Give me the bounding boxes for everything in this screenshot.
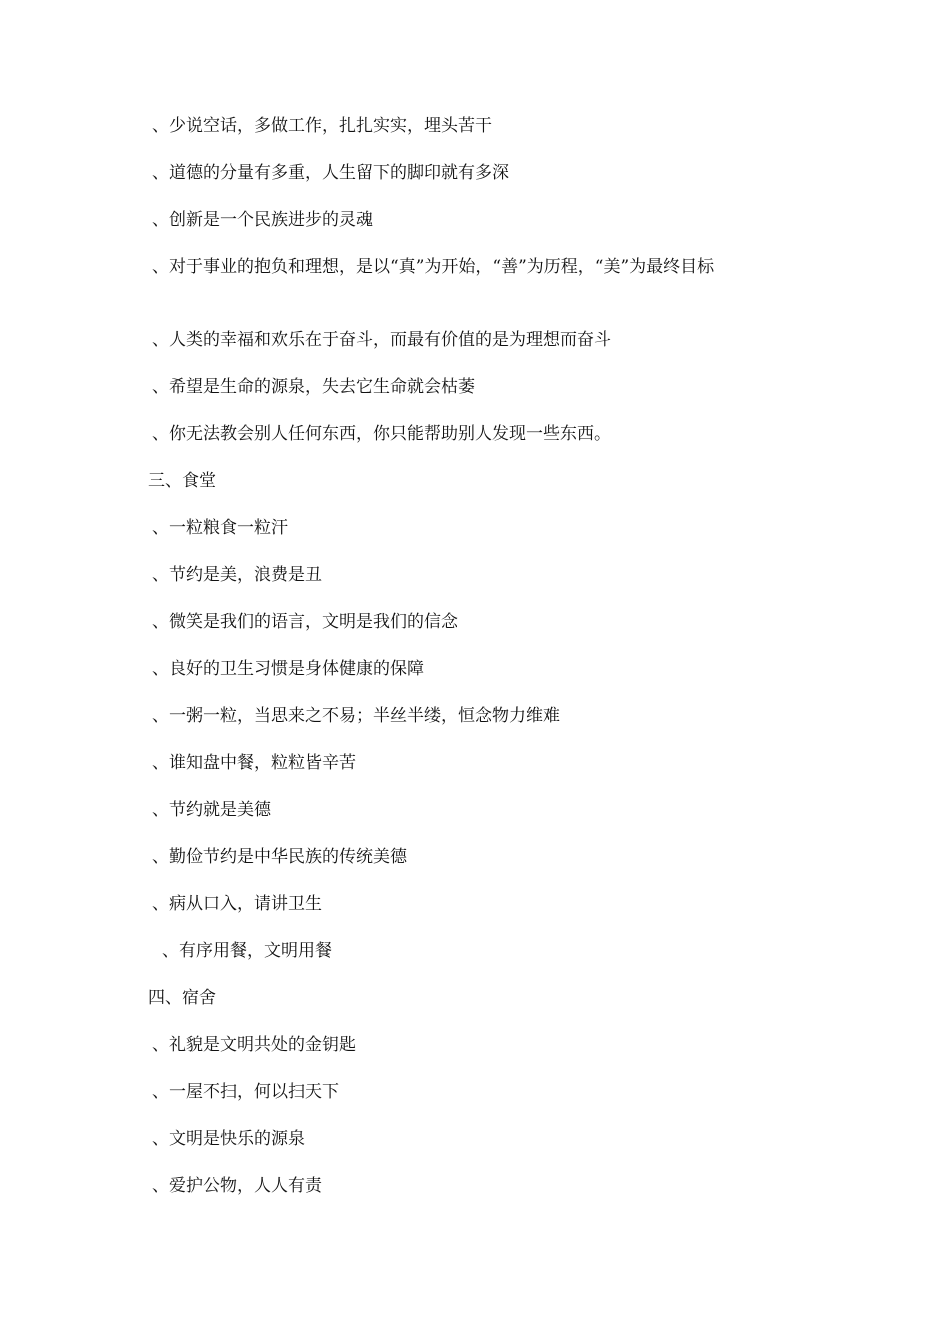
slogan-line: 、一粥一粒，当思来之不易；半丝半缕，恒念物力维难 [152, 706, 560, 726]
slogan-line: 、病从口入，请讲卫生 [152, 894, 322, 914]
slogan-line: 、良好的卫生习惯是身体健康的保障 [152, 659, 424, 679]
section-heading-canteen: 三、食堂 [148, 471, 216, 491]
slogan-line: 、有序用餐，文明用餐 [162, 941, 332, 961]
slogan-line: 、勤俭节约是中华民族的传统美德 [152, 847, 407, 867]
slogan-line: 、爱护公物，人人有责 [152, 1176, 322, 1196]
slogan-line: 、一粒粮食一粒汗 [152, 518, 288, 538]
slogan-line: 、文明是快乐的源泉 [152, 1129, 305, 1149]
slogan-line: 、一屋不扫，何以扫天下 [152, 1082, 339, 1102]
slogan-line: 、希望是生命的源泉，失去它生命就会枯萎 [152, 377, 475, 397]
slogan-line: 、少说空话，多做工作，扎扎实实，埋头苦干 [152, 116, 492, 136]
section-heading-dormitory: 四、宿舍 [148, 988, 216, 1008]
slogan-line: 、人类的幸福和欢乐在于奋斗，而最有价值的是为理想而奋斗 [152, 330, 611, 350]
slogan-line: 、节约就是美德 [152, 800, 271, 820]
slogan-line: 、对于事业的抱负和理想，是以“真”为开始，“善”为历程，“美”为最终目标 [152, 257, 715, 277]
slogan-line: 、微笑是我们的语言，文明是我们的信念 [152, 612, 458, 632]
slogan-line: 、道德的分量有多重，人生留下的脚印就有多深 [152, 163, 509, 183]
slogan-line: 、礼貌是文明共处的金钥匙 [152, 1035, 356, 1055]
slogan-line: 、节约是美，浪费是丑 [152, 565, 322, 585]
slogan-line: 、你无法教会别人任何东西，你只能帮助别人发现一些东西。 [152, 424, 611, 444]
slogan-line: 、创新是一个民族进步的灵魂 [152, 210, 373, 230]
slogan-line: 、谁知盘中餐，粒粒皆辛苦 [152, 753, 356, 773]
